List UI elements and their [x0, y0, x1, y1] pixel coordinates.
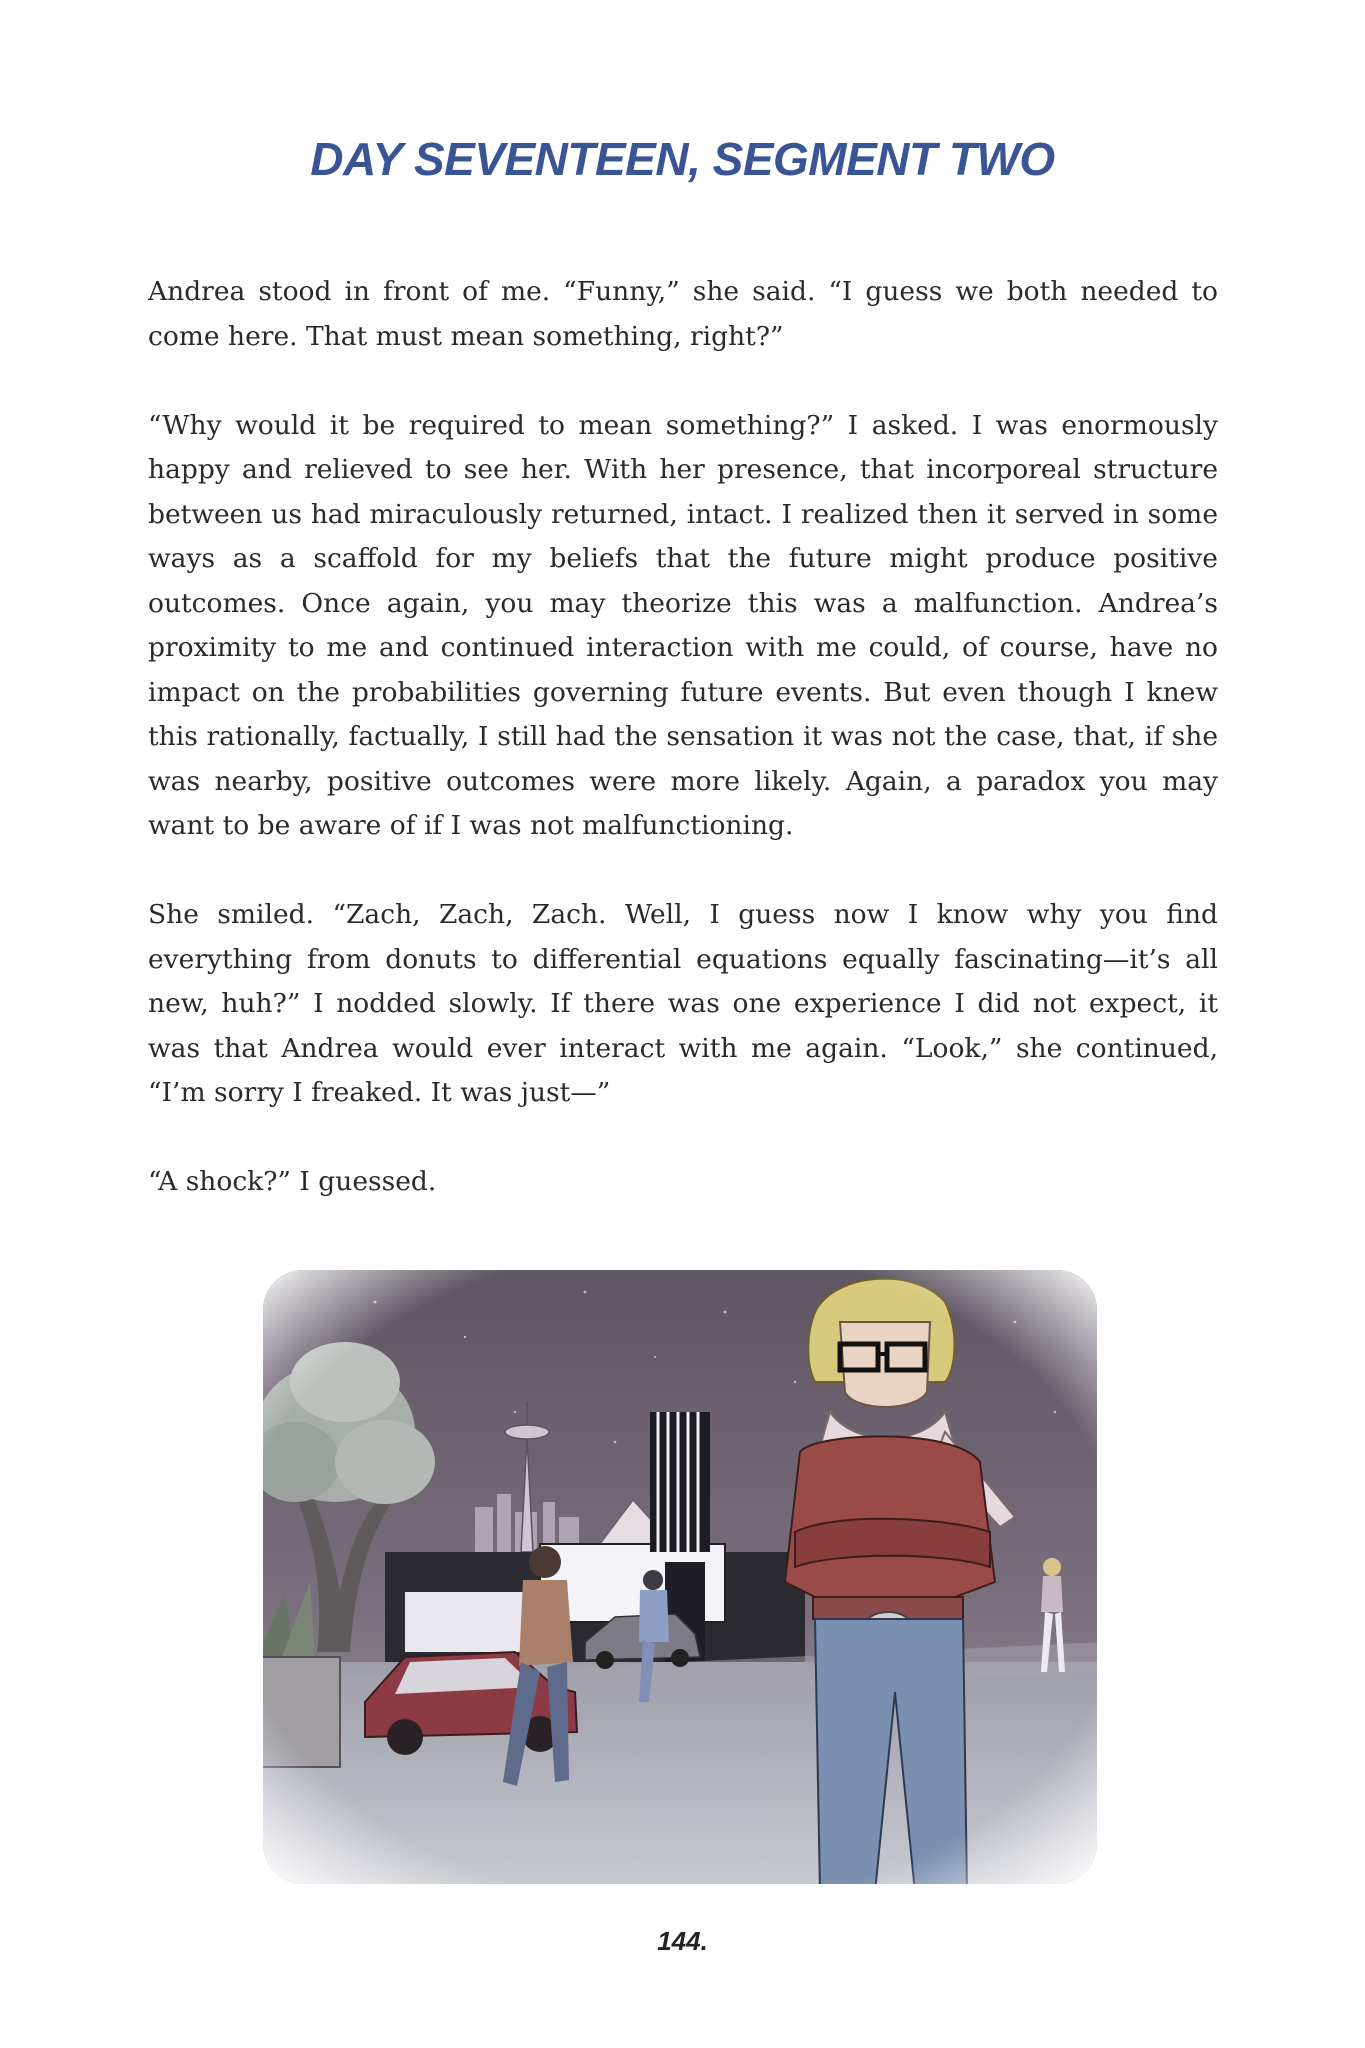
page-number: 144.: [657, 1926, 708, 1956]
paragraph: “Why would it be required to mean something?” I asked. I was enormously happy and relieved to see her. With her presence, that incorporeal structure between us had miraculously returned, intact. I realized then it served in some ways as a scaffold for my beliefs that the future might produce positive outcomes. Once again, you may theorize this was a malfunction. Andrea’s proximity to me and continued interaction with me could, of course, have no impact on the probabilities governing future events. But even though I knew this rationally, factually, I still had the sensation it was not the case, that, if she was nearby, positive outcomes were more likely. Again, a paradox you may want to be aware of if I was not malfunctioning.: [148, 409, 1218, 841]
body-text: [148, 270, 1218, 1249]
paragraph: “A shock?” I guessed.: [148, 1166, 437, 1197]
comic-illustration: [255, 1262, 1105, 1892]
paragraph: Andrea stood in front of me. “Funny,” she said. “I guess we both needed to come here. That must mean something, right?”: [148, 276, 1218, 352]
paragraph: She smiled. “Zach, Zach, Zach. Well, I guess now I know why you find everything from donuts to differential equations equally fascinating—it’s all new, huh?” I nodded slowly. If there was one experience I did not expect, it was that Andrea would ever interact with me again. “Look,” she continued, “I’m sorry I freaked. It was just—”: [148, 899, 1218, 1108]
chapter-title: DAY SEVENTEEN, SEGMENT TWO: [310, 133, 1055, 185]
